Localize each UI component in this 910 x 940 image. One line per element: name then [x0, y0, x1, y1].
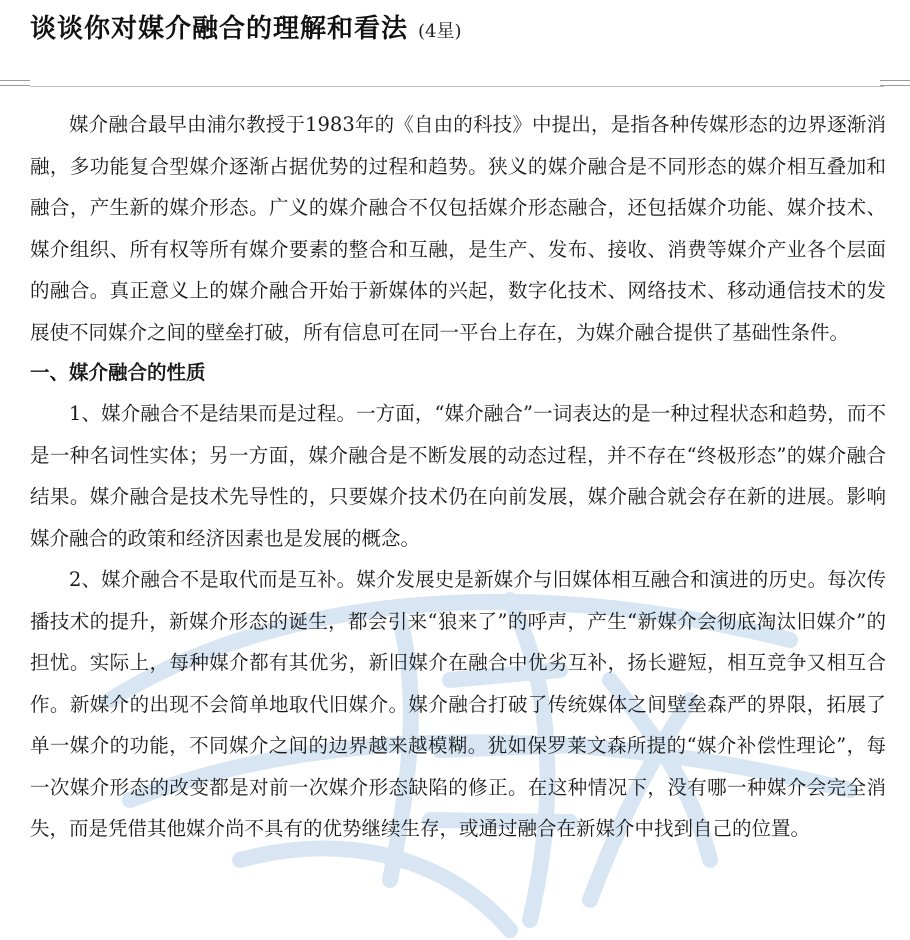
document-body	[30, 104, 886, 850]
margin-marker-left-icon	[0, 80, 30, 92]
page-header	[30, 8, 890, 52]
section-heading: 一、媒介融合的性质	[30, 361, 206, 384]
margin-marker-right-icon	[880, 80, 910, 92]
page-title: 谈谈你对媒介融合的理解和看法	[30, 14, 409, 44]
divider-line	[30, 86, 884, 87]
difficulty-label: (4星)	[418, 21, 462, 42]
header-divider	[0, 78, 910, 100]
intro-paragraph: 媒介融合最早由浦尔教授于1983年的《自由的科技》中提出，是指各种传媒形态的边界逐渐消融，多功能复合型媒介逐渐占据优势的过程和趋势。狭义的媒介融合是不同形态的媒介相互叠加和融合，产生新的媒介形态。广义的媒介融合不仅包括媒介形态融合，还包括媒介功能、媒介技术、媒介组织、所有权等所有媒介要素的整合和互融，是生产、发布、接收、消费等媒介产业各个层面的融合。真正意义上的媒介融合开始于新媒体的兴起，数字化技术、网络技术、移动通信技术的发展使不同媒介之间的壁垒打破，所有信息可在同一平台上存在，为媒介融合提供了基础性条件。	[30, 113, 886, 344]
point-1-paragraph: 1、媒介融合不是结果而是过程。一方面，“媒介融合”一词表达的是一种过程状态和趋势，而不是一种名词性实体；另一方面，媒介融合是不断发展的动态过程，并不存在“终极形态”的媒介融合结果。媒介融合是技术先导性的，只要媒介技术仍在向前发展，媒介融合就会存在新的进展。影响媒介融合的政策和经济因素也是发展的概念。	[30, 402, 886, 550]
point-2-paragraph: 2、媒介融合不是取代而是互补。媒介发展史是新媒介与旧媒体相互融合和演进的历史。每次传播技术的提升，新媒介形态的诞生，都会引来“狼来了”的呼声，产生“新媒介会彻底淘汰旧媒介”的担忧。实际上，每种媒介都有其优劣，新旧媒介在融合中优劣互补，扬长避短，相互竞争又相互合作。新媒介的出现不会简单地取代旧媒介。媒介融合打破了传统媒体之间壁垒森严的界限，拓展了单一媒介的功能，不同媒介之间的边界越来越模糊。犹如保罗莱文森所提的“媒介补偿性理论”，每一次媒介形态的改变都是对前一次媒介形态缺陷的修正。在这种情况下，没有哪一种媒介会完全消失，而是凭借其他媒介尚不具有的优势继续生存，或通过融合在新媒介中找到自己的位置。	[30, 568, 886, 840]
